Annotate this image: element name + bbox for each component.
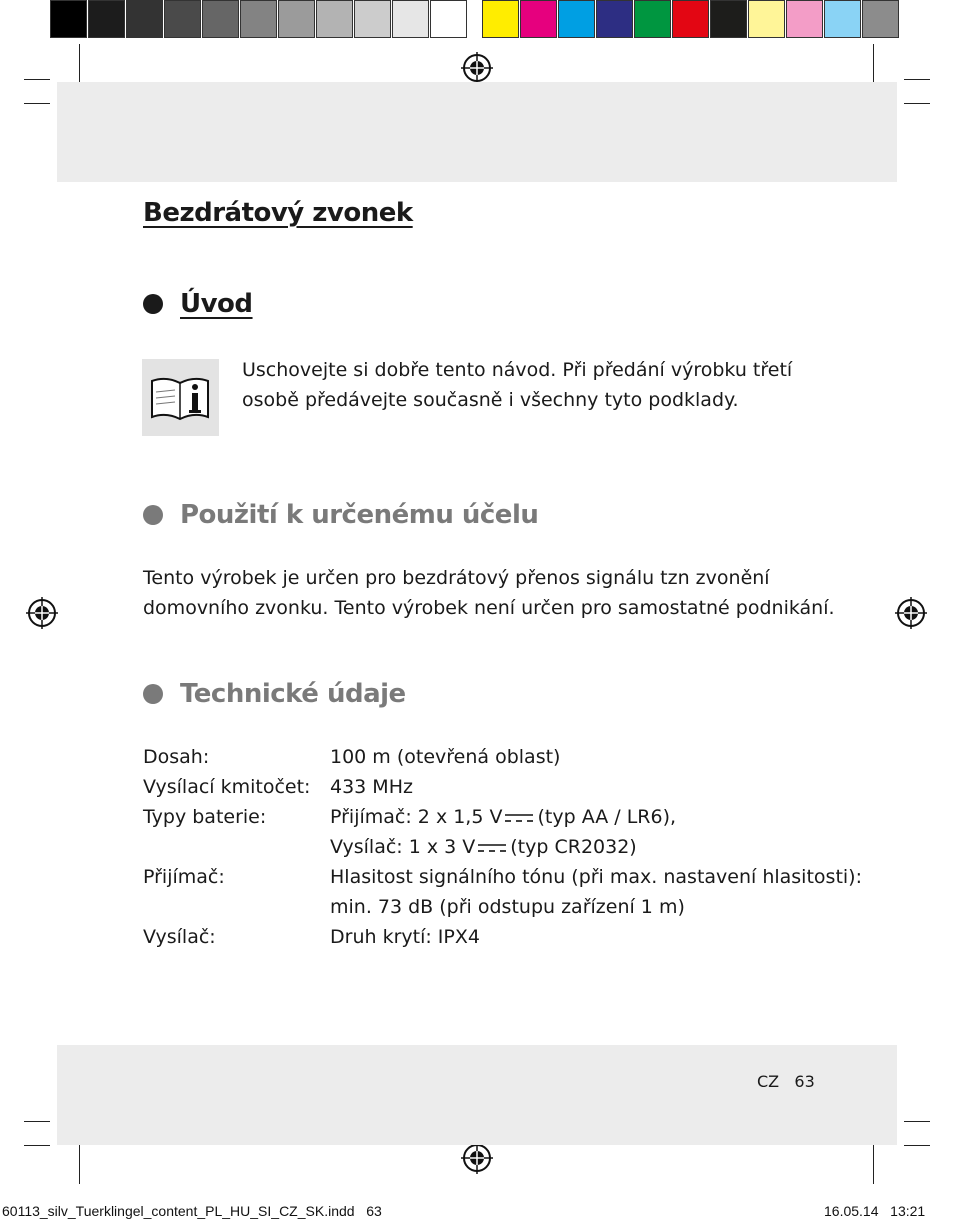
- use-text-line: Tento výrobek je určen pro bezdrátový přenos signálu tzn zvonění: [143, 567, 770, 589]
- spec-value: Druh krytí: IPX4: [330, 926, 480, 948]
- color-swatch: [748, 0, 785, 38]
- spec-value-part: Přijímač: 2 x 1,5 V: [330, 806, 503, 828]
- intro-text: [242, 355, 792, 415]
- color-swatch: [278, 0, 315, 38]
- page-folio: [757, 1072, 815, 1091]
- footer-band: [57, 1045, 897, 1145]
- color-swatch: [430, 0, 467, 38]
- spec-key: Typy baterie:: [143, 806, 267, 828]
- spec-value-part: (typ CR2032): [510, 836, 637, 858]
- intro-text-line: osobě předávejte současně i všechny tyto podklady.: [242, 389, 739, 411]
- color-swatch: [202, 0, 239, 38]
- crop-mark: [24, 1145, 50, 1146]
- color-swatch: [824, 0, 861, 38]
- crop-mark: [24, 1121, 50, 1122]
- spec-value: Hlasitost signálního tónu (při max. nastavení hlasitosti):: [330, 866, 862, 888]
- crop-mark: [904, 79, 930, 80]
- spec-value: [330, 832, 637, 862]
- color-swatch: [786, 0, 823, 38]
- grayscale-calibration-bar: [50, 0, 468, 40]
- spec-key: Vysílací kmitočet:: [143, 776, 311, 798]
- spec-value-part: Vysílač: 1 x 3 V: [330, 836, 476, 858]
- color-swatch: [596, 0, 633, 38]
- color-swatch: [164, 0, 201, 38]
- page-title: Bezdrátový zvonek: [143, 198, 413, 228]
- file-slug-timestamp: [824, 1203, 925, 1219]
- crop-mark: [24, 79, 50, 80]
- folio-page-number: 63: [794, 1072, 815, 1091]
- color-swatch: [126, 0, 163, 38]
- section-heading-label: Technické údaje: [180, 679, 406, 709]
- spec-value: 433 MHz: [330, 776, 413, 798]
- spec-value: [330, 802, 676, 832]
- color-swatch: [710, 0, 747, 38]
- color-swatch: [354, 0, 391, 38]
- bullet-dot-icon: [143, 294, 163, 314]
- spec-value: 100 m (otevřená oblast): [330, 746, 561, 768]
- intro-text-line: Uschovejte si dobře tento návod. Při předání výrobku třetí: [242, 359, 793, 381]
- slug-time: 13:21: [890, 1203, 926, 1219]
- bullet-dot-icon: [143, 505, 163, 525]
- slug-page: 63: [366, 1203, 382, 1219]
- slug-date: 16.05.14: [824, 1203, 879, 1219]
- color-swatch: [392, 0, 429, 38]
- section-heading-label: Úvod: [180, 289, 253, 319]
- spec-key: Dosah:: [143, 746, 210, 768]
- color-swatch: [240, 0, 277, 38]
- color-swatch: [672, 0, 709, 38]
- slug-filename: 60113_silv_Tuerklingel_content_PL_HU_SI_CZ_SK.indd: [2, 1203, 355, 1219]
- spec-key: Přijímač:: [143, 866, 225, 888]
- color-swatch: [558, 0, 595, 38]
- section-heading-technical-data: [143, 679, 406, 709]
- color-swatch: [482, 0, 519, 38]
- spec-value-part: (typ AA / LR6),: [537, 806, 677, 828]
- section-heading-intro: [143, 289, 253, 319]
- header-band: [57, 82, 897, 182]
- registration-mark-icon: [895, 597, 927, 629]
- bullet-dot-icon: [143, 684, 163, 704]
- section-heading-label: Použití k určenému účelu: [180, 500, 539, 530]
- spec-key: Vysílač:: [143, 926, 216, 948]
- manual-info-icon: [142, 359, 219, 436]
- crop-mark: [904, 103, 930, 104]
- registration-mark-icon: [461, 52, 493, 84]
- color-swatch: [520, 0, 557, 38]
- section-heading-intended-use: [143, 500, 538, 530]
- use-text-line: domovního zvonku. Tento výrobek není určen pro samostatné podnikání.: [143, 597, 835, 619]
- crop-mark: [24, 103, 50, 104]
- direct-current-icon: [477, 843, 507, 853]
- crop-mark: [79, 1140, 80, 1184]
- color-swatch: [50, 0, 87, 38]
- color-swatch: [88, 0, 125, 38]
- color-swatch: [316, 0, 353, 38]
- file-slug: [2, 1203, 382, 1219]
- crop-mark: [904, 1121, 930, 1122]
- color-swatch: [634, 0, 671, 38]
- registration-mark-icon: [461, 1142, 493, 1174]
- crop-mark: [873, 1140, 874, 1184]
- color-swatch: [862, 0, 899, 38]
- folio-language: CZ: [757, 1072, 780, 1091]
- registration-mark-icon: [26, 597, 58, 629]
- spec-value: min. 73 dB (při odstupu zařízení 1 m): [330, 896, 685, 918]
- crop-mark: [904, 1145, 930, 1146]
- intended-use-text: [143, 563, 835, 623]
- color-calibration-bar: [482, 0, 900, 40]
- direct-current-icon: [504, 813, 534, 823]
